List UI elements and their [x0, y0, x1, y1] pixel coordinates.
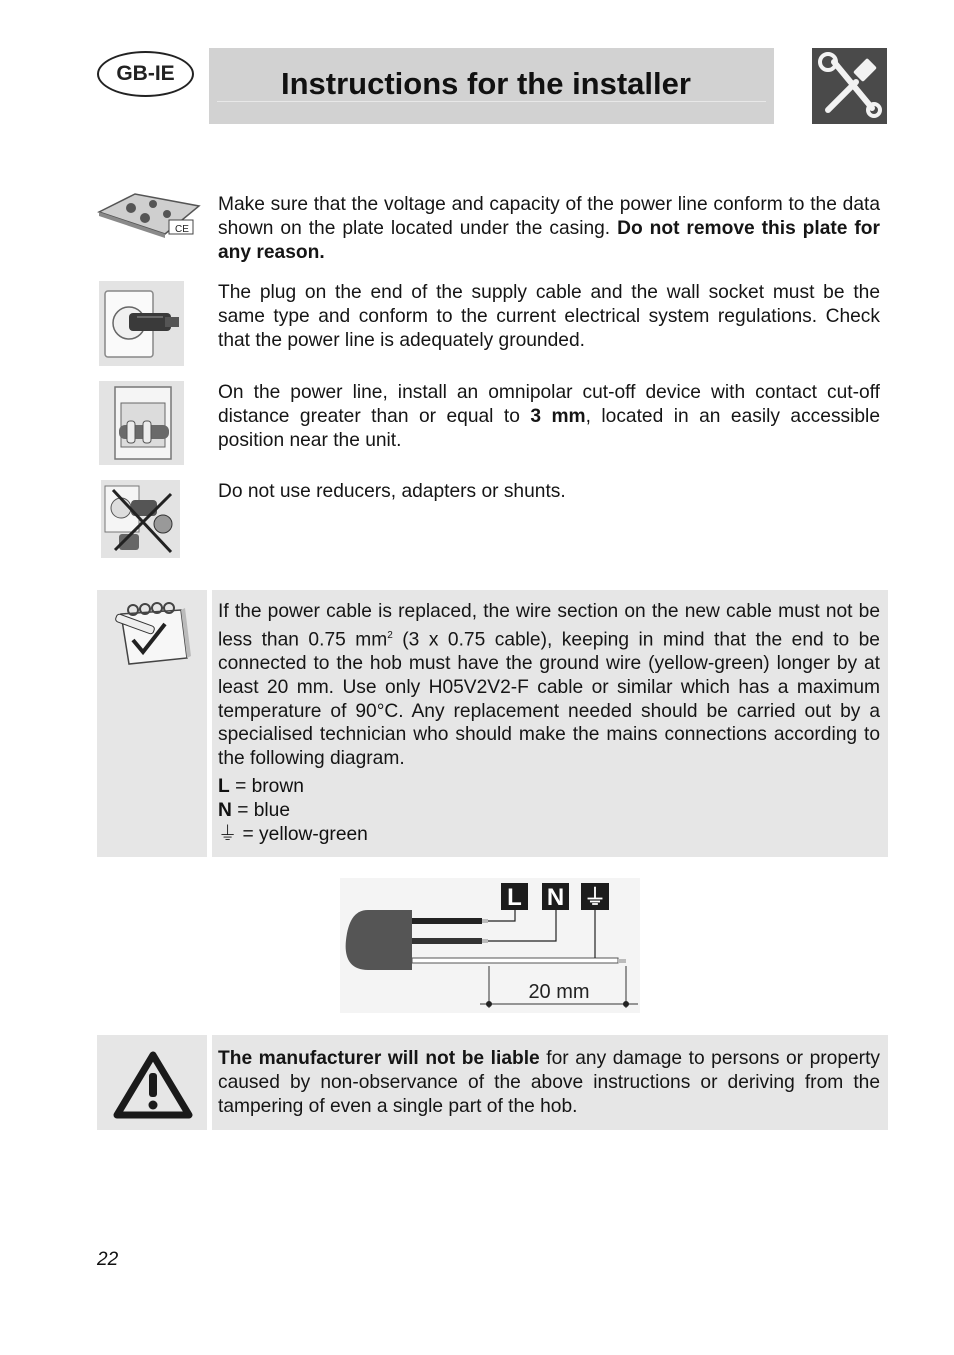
legend-value: = blue [231, 800, 291, 821]
cutoff-text: On the power line, install an omnipolar cut-off device with contact cut-off distance greater than or equal to [218, 382, 880, 427]
plug-paragraph: The plug on the end of the supply cable and the wall socket must be the same type and conform to the current electrical system regulations. Check that the power line is adequately grounded. [218, 282, 880, 351]
legend-item-ground [218, 823, 368, 847]
adapters-paragraph: Do not use reducers, adapters or shunts. [218, 481, 566, 502]
plate-text-bold: Do not remove this plate for any reason. [218, 218, 880, 263]
country-badge-text: GB-IE [116, 62, 175, 85]
svg-text:CE: CE [175, 224, 189, 235]
notes-panel-icon-area [97, 590, 207, 857]
wiring-diagram [340, 878, 640, 1013]
tools-icon [812, 48, 887, 124]
cutoff-text-end: , located in an easily accessible position near the unit. [218, 406, 880, 451]
page-number: 22 [97, 1249, 119, 1270]
warning-icon-area [97, 1035, 207, 1130]
wire-l [412, 918, 482, 924]
wire-n [412, 938, 482, 944]
plate-paragraph [218, 193, 880, 265]
warning-triangle-icon [113, 1049, 193, 1119]
plug-socket-icon [99, 281, 184, 366]
warning-paragraph [218, 1047, 880, 1119]
measure-label: 20 mm [528, 981, 590, 1003]
legend-key: L [218, 776, 230, 797]
notepad-check-icon [111, 600, 193, 670]
cutoff-paragraph [218, 381, 880, 453]
legend-value: = brown [229, 776, 304, 797]
cutoff-text-bold: 3 mm [530, 406, 586, 427]
cutoff-switch-icon [99, 381, 184, 465]
ground-symbol-icon: ⏚ [218, 824, 238, 845]
legend-item-n [218, 799, 290, 823]
rating-plate-icon [95, 190, 201, 240]
legend-item-l [218, 775, 304, 799]
cable-text-end: (3 x 0.75 cable), keeping in mind that the end to be connected to the hob must have the ground wire (yellow-green) longer by at least 20 mm. Use only H05V2V2-F cable or similar which has a maximum temperature of 90°C. Any replacement needed should be carried out by a specialised technician who should make the mains connections according to the following diagram. [218, 629, 880, 770]
no-adapter-icon [101, 480, 180, 558]
label-n: N [546, 884, 565, 911]
cable-paragraph [218, 600, 880, 771]
warning-text: for any damage to persons or property caused by non-observance of the above instructions or deriving from the tampering of even a single part of the hob. [218, 1048, 880, 1117]
plate-text: Make sure that the voltage and capacity of the power line conform to the data shown on the plate located under the casing. [218, 194, 880, 239]
country-badge [97, 51, 194, 97]
cable-sheath [346, 910, 412, 970]
wire-ground [412, 958, 618, 963]
legend-key: N [218, 800, 232, 821]
cable-text: If the power cable is replaced, the wire section on the new cable must not be less than 0.75 mm [218, 601, 880, 651]
label-ground: ⏚ [583, 886, 607, 911]
cable-sup: 2 [387, 629, 393, 641]
label-l: L [507, 884, 522, 911]
page-title: Instructions for the installer [281, 66, 691, 101]
title-bar [209, 48, 774, 124]
warning-text-bold: The manufacturer will not be liable [218, 1048, 540, 1069]
legend-value: = yellow-green [237, 824, 368, 845]
